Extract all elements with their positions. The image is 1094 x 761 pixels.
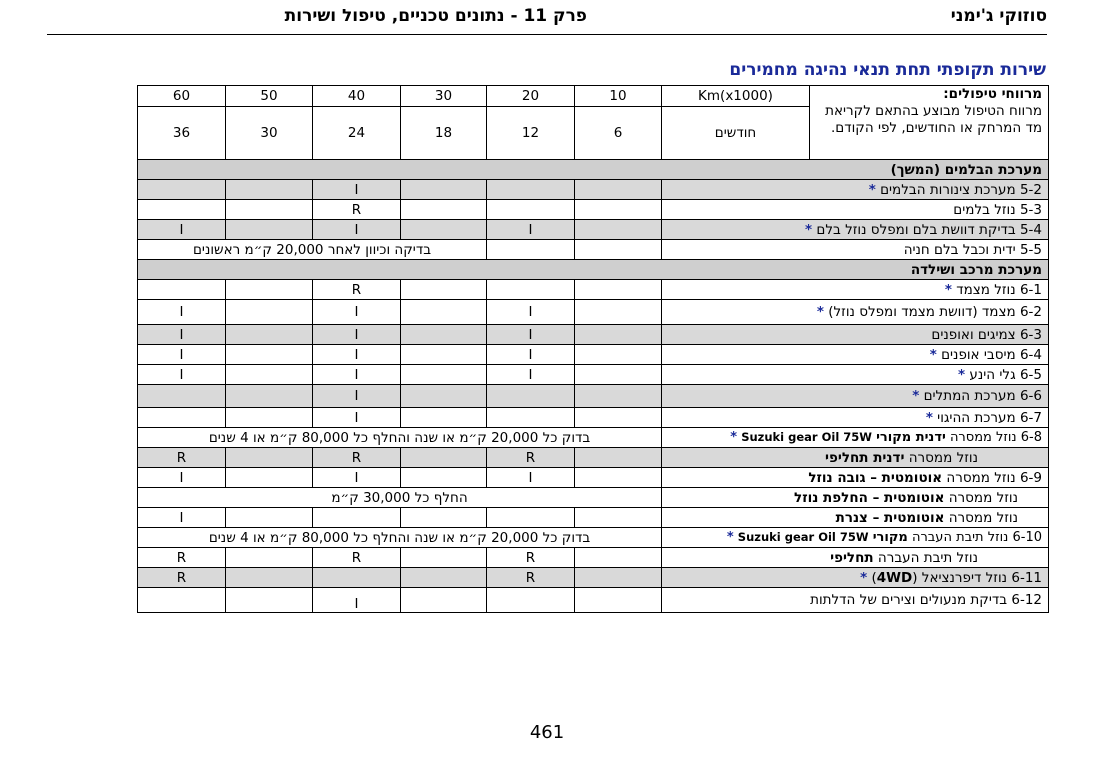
section-heading: מערכת הבלמים (המשך) (138, 160, 1049, 180)
item-label: 5-2 מערכת צינורות הבלמים (880, 181, 1042, 198)
km-value: 10 (575, 86, 662, 107)
table-row (47, 385, 1049, 408)
table-row (47, 408, 1049, 428)
km-value: 20 (487, 86, 575, 107)
mark-i: I (313, 408, 401, 428)
item-label: 6-9 נוזל ממסרה (946, 469, 1042, 486)
item-label: 6-7 מערכת ההיגוי (937, 409, 1042, 426)
item-label: 6-12 בדיקת מנעולים וצירים של הדלתות (662, 588, 1049, 613)
interval-cell (810, 86, 1049, 160)
table-row (47, 180, 1049, 200)
item-label: 6-6 מערכת המתלים (923, 388, 1042, 404)
page-number: 461 (529, 722, 565, 743)
mark-i: I (487, 345, 575, 365)
item-label: 6-3 צמיגים ואופנים (662, 325, 1049, 345)
item-label-product: Suzuki gear Oil 75W (737, 530, 869, 544)
item-label: 6-1 נוזל מצמד (956, 281, 1042, 298)
mark-i: I (487, 300, 575, 325)
mark-i: I (487, 220, 575, 240)
mark-i: I (313, 385, 401, 408)
mark-r: R (313, 548, 401, 568)
mark-i: I (138, 345, 226, 365)
months-value: 36 (138, 107, 226, 160)
table-row (47, 508, 1049, 528)
section-row-chassis (47, 260, 1049, 280)
mark-i: I (313, 588, 401, 613)
star-mark: * (805, 221, 813, 238)
star-mark: * (816, 304, 824, 320)
table-row (47, 325, 1049, 345)
table-row (47, 220, 1049, 240)
interval-title: מרווחי טיפולים: (943, 86, 1042, 102)
mark-r: R (487, 568, 575, 588)
months-value: 18 (401, 107, 487, 160)
page-header (47, 4, 1047, 35)
item-label-bold: אוטומטית – החלפת נוזל (794, 489, 945, 506)
item-label: 6-2 מצמד (דוושת מצמד ומפלס נוזל) (828, 304, 1042, 320)
item-label-bold: מקורי (872, 530, 908, 545)
mark-i: I (487, 365, 575, 385)
item-label-bold: ידנית מקורי (876, 430, 946, 445)
mark-r: R (138, 448, 226, 468)
item-label: 5-5 ידית וכבל בלם חניה (662, 240, 1049, 260)
table-row (47, 488, 1049, 508)
mark-i: I (313, 325, 401, 345)
table-row (47, 468, 1049, 488)
star-mark: * (925, 409, 933, 426)
km-value: 50 (226, 86, 313, 107)
section-heading: מערכת מרכב ושילדה (138, 260, 1049, 280)
mark-r: R (487, 548, 575, 568)
star-mark: * (958, 366, 966, 383)
mark-i: I (487, 325, 575, 345)
item-label: 6-10 נוזל תיבת העברה (911, 530, 1042, 545)
table-row (47, 345, 1049, 365)
item-label: 6-8 נוזל ממסרה (949, 430, 1042, 445)
item-label: 6-4 מיסבי אופנים (941, 346, 1042, 363)
km-value: 40 (313, 86, 401, 107)
months-label: חודשים (662, 107, 810, 160)
item-label: 6-11 נוזל דיפרנציאל ( (912, 569, 1042, 586)
table-row (47, 448, 1049, 468)
mark-i: I (138, 508, 226, 528)
header-brand: סוזוקי ג'ימני (950, 6, 1047, 26)
mark-r: R (138, 568, 226, 588)
item-label-product: Suzuki gear Oil 75W (741, 430, 872, 444)
table-row (47, 365, 1049, 385)
table-row (47, 568, 1049, 588)
km-label: Km(x1000) (662, 86, 810, 107)
table-row (47, 240, 1049, 260)
table-row (47, 280, 1049, 300)
mark-i: I (313, 345, 401, 365)
item-label-bold: תחליפי (830, 549, 874, 566)
star-mark: * (944, 281, 952, 298)
item-label: 5-4 בדיקת דוושת בלם ומפלס נוזל בלם (816, 221, 1042, 238)
item-label: נוזל ממסרה (948, 509, 1018, 526)
mark-i: I (138, 365, 226, 385)
item-label: 6-5 גלי הינע (969, 366, 1042, 383)
item-label: נוזל ממסרה (908, 449, 978, 466)
item-note: החלף כל 30,000 ק״מ (138, 488, 662, 508)
item-note: בדוק כל 20,000 ק״מ או שנה והחלף כל 80,000 ק״מ או 4 שנים (138, 428, 662, 448)
item-label: ) (871, 569, 877, 586)
item-label-bold: 4WD (876, 569, 913, 586)
item-label-bold: אוטומטית – גובה נוזל (808, 469, 943, 486)
mark-r: R (487, 448, 575, 468)
item-label-bold: ידנית תחליפי (825, 449, 905, 466)
mark-i: I (313, 365, 401, 385)
star-mark: * (929, 346, 937, 363)
star-mark: * (868, 181, 876, 198)
header-chapter: פרק 11 - נתונים טכניים, טיפול ושירות (284, 6, 587, 26)
item-note: בדיקה וכיוון לאחר 20,000 ק״מ ראשונים (138, 240, 487, 260)
km-value: 30 (401, 86, 487, 107)
maintenance-table (46, 85, 1049, 613)
km-value: 60 (138, 86, 226, 107)
section-title: שירות תקופתי תחת תנאי נהיגה מחמירים (729, 60, 1046, 80)
mark-i: I (138, 220, 226, 240)
mark-r: R (313, 448, 401, 468)
star-mark: * (860, 569, 868, 586)
months-value: 30 (226, 107, 313, 160)
interval-km-row (47, 86, 1049, 107)
mark-r: R (313, 200, 401, 220)
mark-r: R (313, 280, 401, 300)
item-label: נוזל תיבת העברה (877, 549, 978, 566)
table-row (47, 588, 1049, 613)
months-value: 6 (575, 107, 662, 160)
item-label: 5-3 נוזל בלמים (662, 200, 1049, 220)
table-row (47, 300, 1049, 325)
mark-i: I (487, 468, 575, 488)
table-row (47, 548, 1049, 568)
star-mark: * (726, 530, 734, 545)
item-label: נוזל ממסרה (948, 489, 1018, 506)
mark-i: I (313, 468, 401, 488)
mark-i: I (138, 325, 226, 345)
months-value: 24 (313, 107, 401, 160)
interval-description: מרווח הטיפול מבוצע בהתאם לקריאת מד המרחק או החודשים, לפי הקודם. (825, 103, 1042, 136)
mark-i: I (313, 220, 401, 240)
months-value: 12 (487, 107, 575, 160)
mark-i: I (313, 300, 401, 325)
table-row (47, 200, 1049, 220)
table-row (47, 428, 1049, 448)
mark-i: I (313, 180, 401, 200)
table-row (47, 528, 1049, 548)
mark-i: I (138, 300, 226, 325)
item-label-bold: אוטומטית – צנרת (835, 509, 945, 526)
section-row-brakes (47, 160, 1049, 180)
star-mark: * (730, 430, 738, 445)
star-mark: * (912, 388, 920, 404)
mark-r: R (138, 548, 226, 568)
item-note: בדוק כל 20,000 ק״מ או שנה והחלף כל 80,000 ק״מ או 4 שנים (138, 528, 662, 548)
mark-i: I (138, 468, 226, 488)
